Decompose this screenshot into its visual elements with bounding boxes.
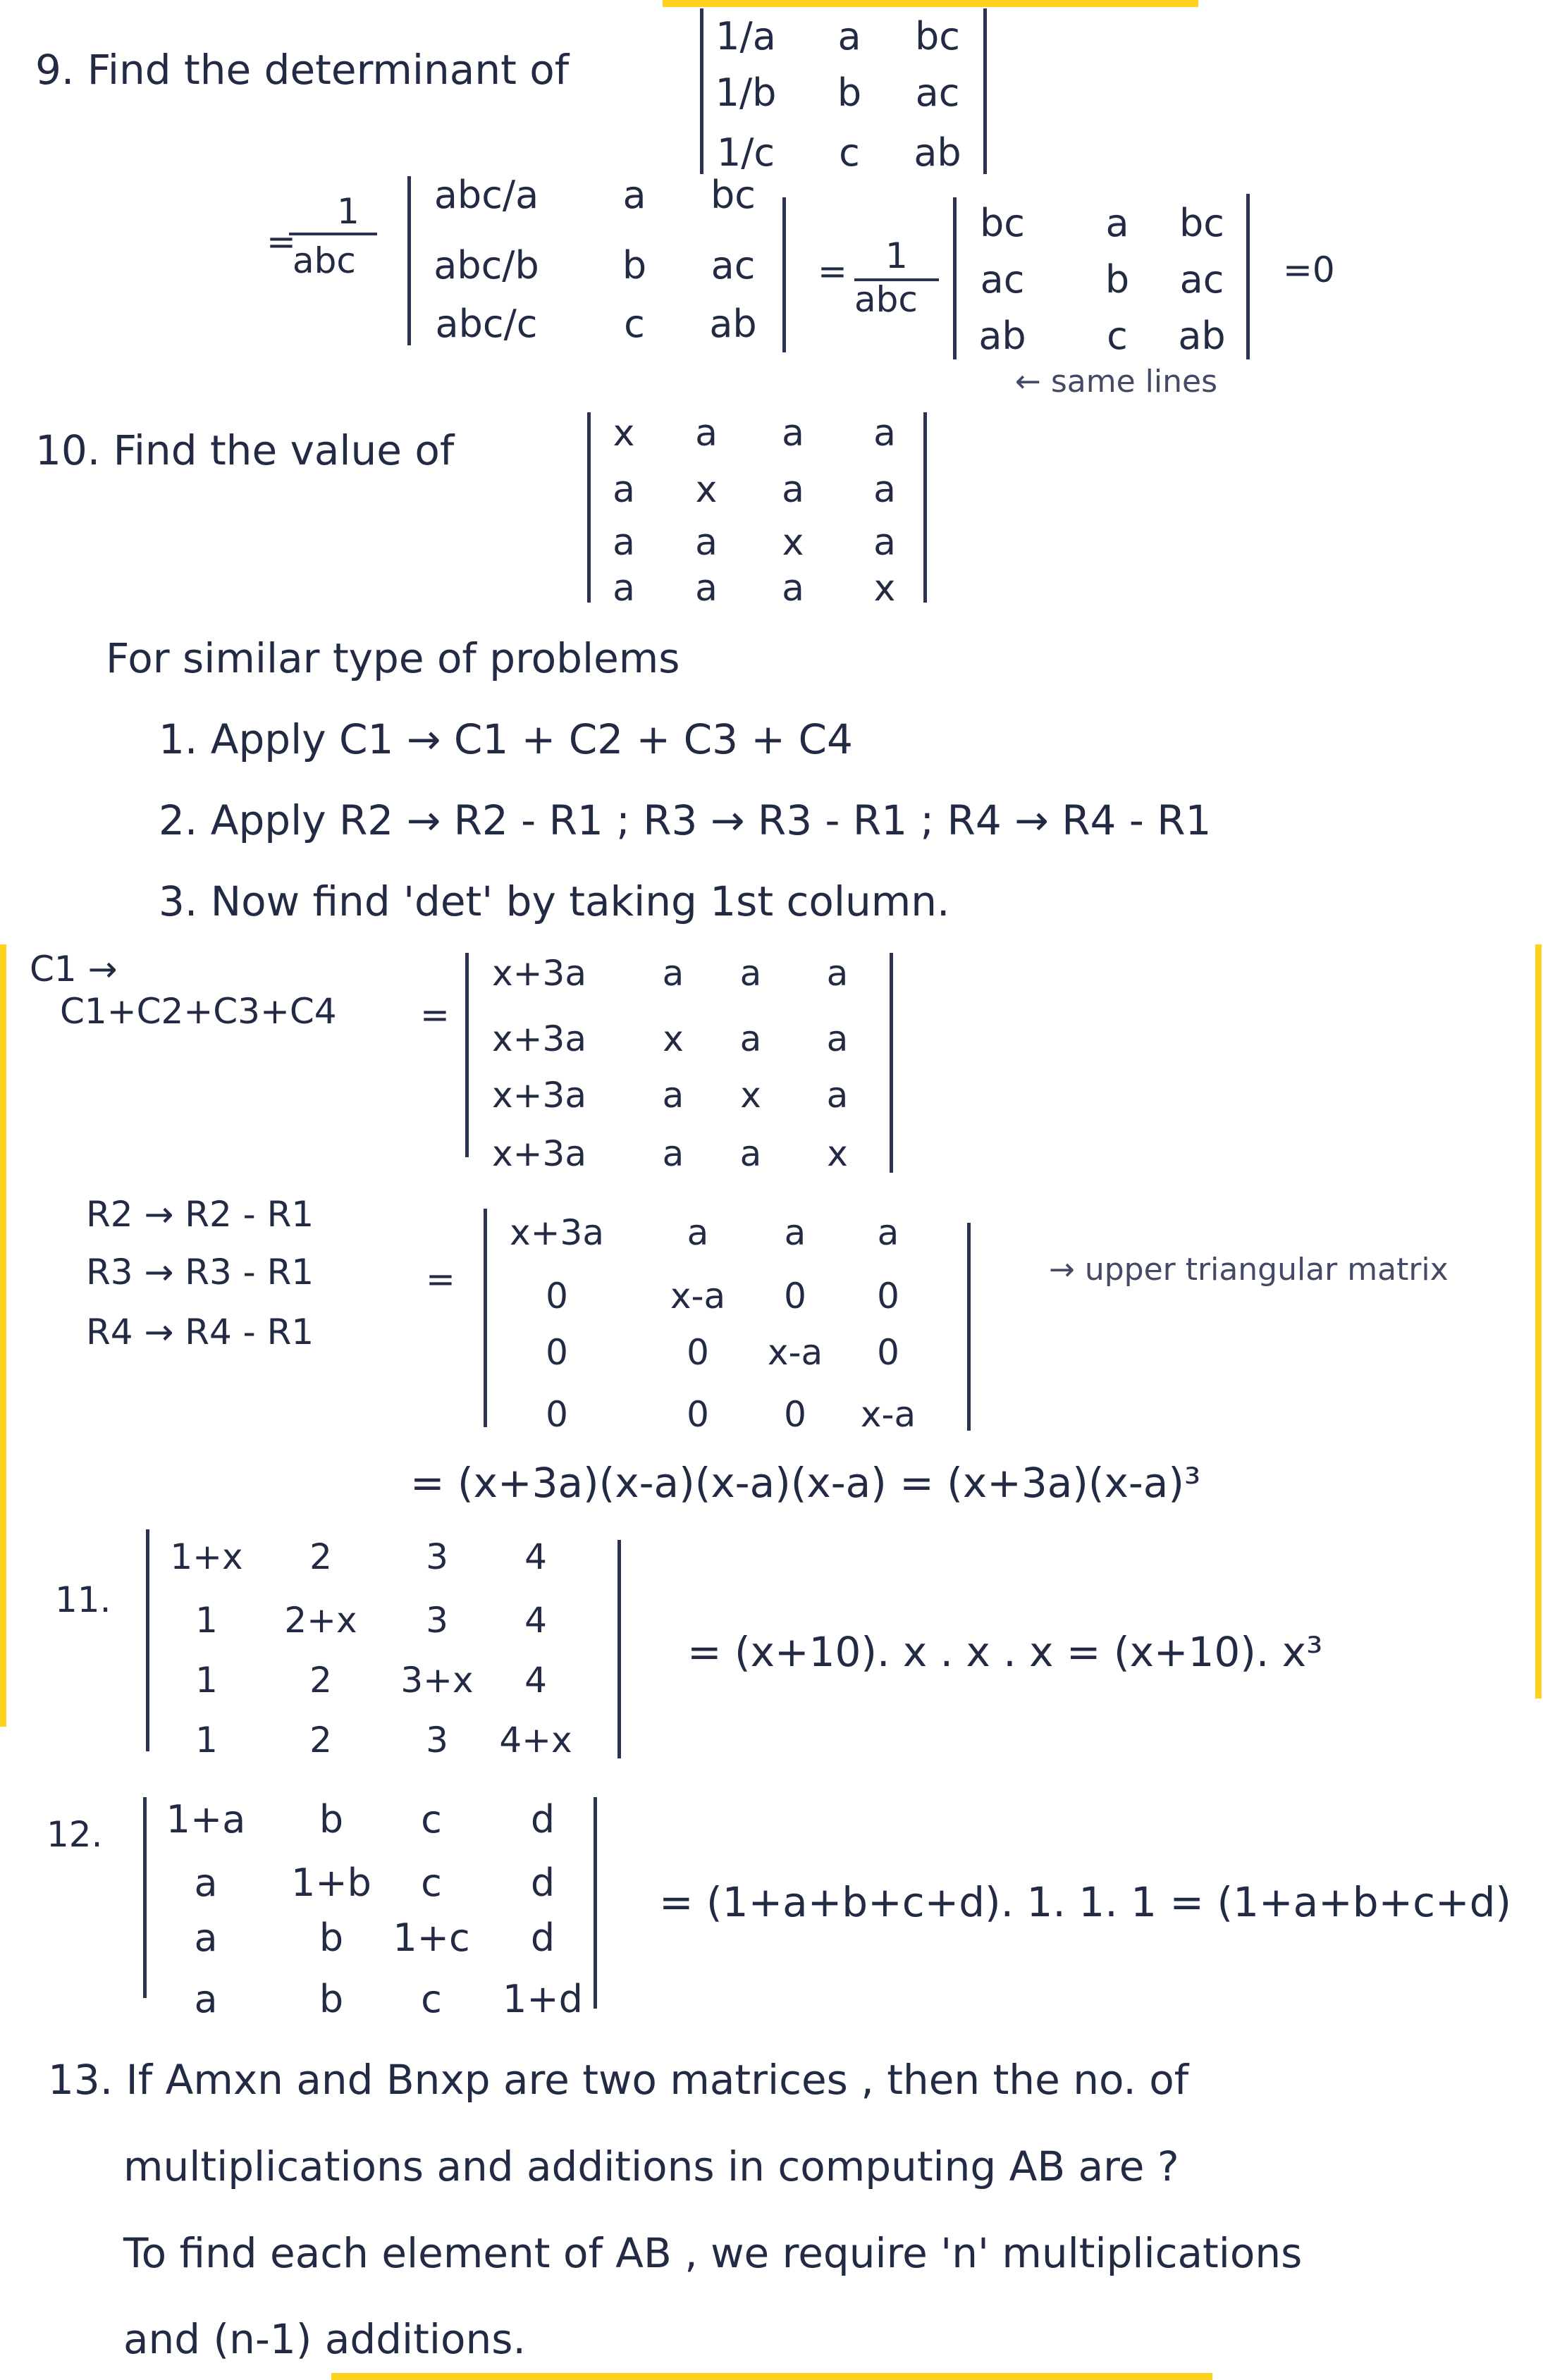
p9s1-cell-r1-c1: abc/a [434, 173, 539, 217]
p9s2-cell-r1-c3: bc [1179, 201, 1224, 245]
p9s1-cell-r1-c2: a [622, 173, 646, 217]
p10m3-cell-r2-c2: x-a [670, 1276, 726, 1317]
p13-line-3: and (n-1) additions. [123, 2315, 526, 2363]
p10m-cell-r1-c1: x [613, 412, 635, 455]
p10m2-cell-r1-c3: a [739, 953, 762, 994]
p10-m3-bar-right [967, 1223, 971, 1431]
p9-frac1-line [289, 233, 377, 235]
p12-label: 12. [47, 1814, 103, 1855]
p11m-cell-r2-c2: 2+x [284, 1600, 357, 1641]
p9s1-cell-r2-c1: abc/b [434, 243, 539, 288]
p10-op1-b: C1+C2+C3+C4 [60, 991, 337, 1032]
p10m-cell-r3-c3: x [782, 522, 804, 564]
p10m-cell-r3-c2: a [695, 522, 718, 564]
p12m-cell-r2-c2: 1+b [291, 1861, 371, 1905]
p11m-cell-r1-c4: 4 [524, 1536, 547, 1577]
p10m3-cell-r4-c4: x-a [860, 1394, 916, 1435]
p12m-cell-r1-c1: 1+a [166, 1797, 246, 1842]
p11m-cell-r2-c3: 3 [426, 1600, 448, 1641]
p10m2-cell-r2-c3: a [739, 1018, 762, 1059]
p10-op1-a: C1 → [30, 949, 118, 989]
p10-m3-bar-left [484, 1209, 487, 1427]
p11m-cell-r1-c3: 3 [426, 1536, 448, 1577]
p10m3-cell-r4-c2: 0 [687, 1394, 709, 1435]
p10m2-cell-r1-c4: a [826, 953, 849, 994]
p12-bar-left [143, 1797, 147, 1998]
p9-bar-left [700, 8, 703, 174]
p9m-cell-r2-c3: ac [915, 70, 960, 115]
p10m2-cell-r2-c2: x [663, 1018, 684, 1059]
p12m-cell-r1-c4: d [530, 1797, 555, 1842]
p9m-cell-r3-c2: c [839, 130, 860, 175]
p12m-cell-r4-c1: a [194, 1977, 218, 2021]
p9s2-cell-r1-c2: a [1105, 201, 1129, 245]
p11m-cell-r4-c4: 4+x [499, 1720, 572, 1761]
p9-frac2-num: 1 [885, 235, 908, 276]
p10m3-cell-r3-c3: x-a [767, 1332, 823, 1373]
p10-m2-bar-left [465, 953, 469, 1157]
p10m-cell-r3-c4: a [873, 522, 896, 564]
p9-eq2: = [818, 251, 847, 292]
p9-note: ← same lines [1015, 364, 1217, 400]
p9-bar-right [983, 8, 987, 174]
p12-result: = (1+a+b+c+d). 1. 1. 1 = (1+a+b+c+d) [659, 1878, 1512, 1926]
p10m3-cell-r1-c4: a [877, 1212, 899, 1253]
highlight-bar-bottom [331, 2373, 1212, 2380]
p12m-cell-r2-c4: d [530, 1861, 555, 1905]
p13-line-1: multiplications and additions in computing AB are ? [123, 2142, 1179, 2190]
p10m2-cell-r4-c4: x [827, 1133, 848, 1174]
p12m-cell-r4-c2: b [319, 1977, 344, 2021]
p9-step2-bar-left [953, 197, 957, 359]
p10m2-cell-r4-c3: a [739, 1133, 762, 1174]
p10m3-cell-r4-c3: 0 [784, 1394, 806, 1435]
p11m-cell-r2-c4: 4 [524, 1600, 547, 1641]
p10m2-cell-r4-c1: x+3a [492, 1133, 586, 1174]
p11m-cell-r1-c1: 1+x [170, 1536, 243, 1577]
p11m-cell-r1-c2: 2 [309, 1536, 332, 1577]
p10m-cell-r4-c1: a [613, 567, 635, 610]
p10m3-cell-r4-c1: 0 [546, 1394, 568, 1435]
p9-frac1-num: 1 [337, 191, 359, 232]
p11m-cell-r3-c2: 2 [309, 1660, 332, 1701]
p10m2-cell-r1-c2: a [662, 953, 684, 994]
p9s1-cell-r2-c3: ac [711, 243, 756, 288]
p12m-cell-r3-c4: d [530, 1916, 555, 1960]
p10m-cell-r2-c1: a [613, 469, 635, 511]
p12m-cell-r1-c2: b [319, 1797, 344, 1842]
p9-frac1-den: abc [293, 240, 356, 281]
p10-op2-0: R2 → R2 - R1 [86, 1194, 314, 1235]
p10m3-cell-r3-c1: 0 [546, 1332, 568, 1373]
p9m-cell-r3-c3: ab [914, 130, 961, 175]
p10m2-cell-r3-c3: x [740, 1075, 761, 1116]
p10m-cell-r4-c2: a [695, 567, 718, 610]
p9m-cell-r2-c2: b [837, 70, 862, 115]
p9-result: =0 [1283, 249, 1335, 290]
p9s2-cell-r3-c1: ab [978, 314, 1026, 358]
p10m3-cell-r2-c3: 0 [784, 1276, 806, 1317]
p9s1-cell-r3-c3: ab [709, 302, 757, 346]
p12m-cell-r3-c3: 1+c [393, 1916, 470, 1960]
p9s2-cell-r3-c3: ab [1178, 314, 1226, 358]
p10m2-cell-r3-c1: x+3a [492, 1075, 586, 1116]
p11m-cell-r3-c4: 4 [524, 1660, 547, 1701]
p10-label: 10. Find the value of [35, 426, 455, 474]
p10-op2-2: R4 → R4 - R1 [86, 1312, 314, 1352]
p9-step2-bar-right [1246, 194, 1250, 359]
p12m-cell-r2-c3: c [421, 1861, 442, 1905]
p11-bar-left [146, 1529, 149, 1751]
p11m-cell-r3-c3: 3+x [400, 1660, 474, 1701]
p10m3-cell-r1-c1: x+3a [510, 1212, 604, 1253]
p11-bar-right [617, 1540, 621, 1758]
p11-label: 11. [55, 1579, 111, 1620]
p9s2-cell-r2-c1: ac [980, 257, 1025, 302]
p9s2-cell-r1-c1: bc [980, 201, 1025, 245]
p10-tip-2: 2. Apply R2 → R2 - R1 ; R3 → R3 - R1 ; R4 → R4 - R1 [159, 796, 1212, 844]
p10-result: = (x+3a)(x-a)(x-a)(x-a) = (x+3a)(x-a)³ [410, 1459, 1201, 1507]
p10m2-cell-r3-c4: a [826, 1075, 849, 1116]
p10m3-cell-r3-c4: 0 [877, 1332, 899, 1373]
p9-label: 9. Find the determinant of [35, 46, 570, 94]
p13-line-2: To find each element of AB , we require 'n' multiplications [123, 2229, 1303, 2277]
p10-eq-m3: = [426, 1259, 455, 1300]
p10-m2-bar-right [890, 953, 893, 1173]
p12m-cell-r3-c1: a [194, 1916, 218, 1960]
p10m-cell-r2-c2: x [695, 469, 718, 511]
p10m-cell-r1-c2: a [695, 412, 718, 455]
highlight-bar-right [1535, 944, 1542, 1698]
p10-tip-heading: For similar type of problems [106, 634, 680, 682]
p9s1-cell-r3-c2: c [624, 302, 645, 346]
highlight-bar-left [0, 944, 6, 1727]
p10m-cell-r4-c4: x [873, 567, 896, 610]
p12m-cell-r3-c2: b [319, 1916, 344, 1960]
p10m-cell-r2-c4: a [873, 469, 896, 511]
p12m-cell-r1-c3: c [421, 1797, 442, 1842]
p12-bar-right [594, 1797, 597, 2009]
p12m-cell-r2-c1: a [194, 1861, 218, 1905]
p10-tip-3: 3. Now find 'det' by taking 1st column. [159, 877, 950, 925]
p9m-cell-r1-c3: bc [915, 14, 960, 58]
p9-frac2-den: abc [854, 279, 918, 320]
p9m-cell-r3-c1: 1/c [716, 130, 775, 175]
p9s2-cell-r2-c3: ac [1179, 257, 1224, 302]
p13-line-0: 13. If Amxn and Bnxp are two matrices , then the no. of [48, 2056, 1189, 2104]
p9s1-cell-r1-c3: bc [711, 173, 756, 217]
p10-eq-m2: = [420, 994, 450, 1035]
p9s2-cell-r3-c2: c [1107, 314, 1128, 358]
p10m-cell-r1-c4: a [873, 412, 896, 455]
p10m-cell-r3-c1: a [613, 522, 635, 564]
p10m3-cell-r1-c2: a [687, 1212, 709, 1253]
p11m-cell-r4-c2: 2 [309, 1720, 332, 1761]
p9m-cell-r2-c1: 1/b [715, 70, 777, 115]
p10m2-cell-r2-c1: x+3a [492, 1018, 586, 1059]
p9m-cell-r1-c1: 1/a [715, 14, 776, 58]
p9s1-cell-r3-c1: abc/c [435, 302, 538, 346]
p12m-cell-r4-c3: c [421, 1977, 442, 2021]
p10m-cell-r2-c3: a [782, 469, 804, 511]
p10-tri-note: → upper triangular matrix [1049, 1252, 1449, 1288]
p10m2-cell-r1-c1: x+3a [492, 953, 586, 994]
p11m-cell-r4-c3: 3 [426, 1720, 448, 1761]
p11m-cell-r3-c1: 1 [195, 1660, 218, 1701]
p10m-cell-r1-c3: a [782, 412, 804, 455]
p10m2-cell-r2-c4: a [826, 1018, 849, 1059]
p11-result: = (x+10). x . x . x = (x+10). x³ [687, 1628, 1323, 1676]
p10-bar-right [923, 412, 927, 603]
p9s2-cell-r2-c2: b [1105, 257, 1130, 302]
p9-step1-bar-right [782, 197, 786, 352]
p10m3-cell-r3-c2: 0 [687, 1332, 709, 1373]
p10-bar-left [587, 412, 591, 603]
p10-op2-1: R3 → R3 - R1 [86, 1252, 314, 1293]
p9-eq1: = [266, 221, 296, 262]
p10m3-cell-r1-c3: a [784, 1212, 806, 1253]
p11m-cell-r4-c1: 1 [195, 1720, 218, 1761]
p11m-cell-r2-c1: 1 [195, 1600, 218, 1641]
p9s1-cell-r2-c2: b [622, 243, 647, 288]
highlight-bar-top [663, 0, 1198, 7]
p10m2-cell-r4-c2: a [662, 1133, 684, 1174]
p9m-cell-r1-c2: a [837, 14, 861, 58]
p10m2-cell-r3-c2: a [662, 1075, 684, 1116]
p10-tip-1: 1. Apply C1 → C1 + C2 + C3 + C4 [159, 715, 853, 763]
p12m-cell-r4-c4: 1+d [503, 1977, 583, 2021]
p9-step1-bar-left [407, 176, 411, 345]
p10m3-cell-r2-c1: 0 [546, 1276, 568, 1317]
p10m3-cell-r2-c4: 0 [877, 1276, 899, 1317]
p10m-cell-r4-c3: a [782, 567, 804, 610]
